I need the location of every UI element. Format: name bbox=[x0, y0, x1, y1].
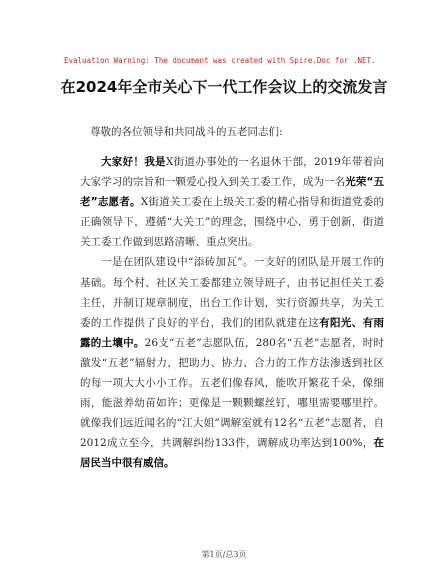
document-body bbox=[80, 152, 384, 474]
volunteer-title: 光荣“五老”志愿者。 bbox=[80, 176, 384, 209]
intro-text: X街道办事处的一名退休干部，2019年带着向大家学习的宗旨和一颗爱心投入到关工委工作，成为一名 bbox=[80, 156, 384, 189]
committee-text: X街道关工委在上级关工委的精心指导和街道党委的正确领导下，遵循“大关工”的理念，围绕中心、勇于创新，街道关工委工作做到思路清晰、重点突出。 bbox=[80, 196, 384, 249]
evaluation-warning: Evaluation Warning: The document was created with Spire.Doc for .NET. bbox=[64, 56, 376, 65]
page-number: 第1页/总3页 bbox=[201, 550, 247, 559]
prestige-highlight: 在居民当中很有威信。 bbox=[80, 437, 384, 470]
volunteer-text: 26支“五老”志愿队伍，280名“五老”志愿者，时时激发“五老”辐射力，把助力、协力、合力的工作方法渗透到社区的每一项大大小小工作。五老们像春风，能吹开繁花千朵，像细雨，能滋养幼苗如许；更像是一颗颗螺丝钉，哪里需要哪里拧。就像我们远近闻名的“江大姐”调解室就有12名“五老”志愿者，自2012成立至今，共调解纠纷133件，调解成功率达到100%， bbox=[80, 336, 385, 450]
paragraph-greeting bbox=[80, 152, 384, 252]
paragraph-team-building bbox=[80, 252, 384, 473]
soil-highlight: 有阳光、有雨露的土壤中。 bbox=[80, 316, 385, 349]
document-title: 在2024年全市关心下一代工作会议上的交流发言 bbox=[60, 78, 388, 96]
team-text: 一是在团队建设中“添砖加瓦”。一支好的团队是开展工作的基础。每个村、社区关工委都建立领导班子，由书记担任关工委主任，并制订规章制度，出台工作计划，实行资源共享，为关工委的工作提供了良好的平台，我们的团队就建在这 bbox=[80, 256, 384, 329]
greeting-text: 大家好！我是 bbox=[101, 156, 166, 168]
salutation: 尊敬的各位领导和共同战斗的五老同志们: bbox=[90, 126, 283, 138]
